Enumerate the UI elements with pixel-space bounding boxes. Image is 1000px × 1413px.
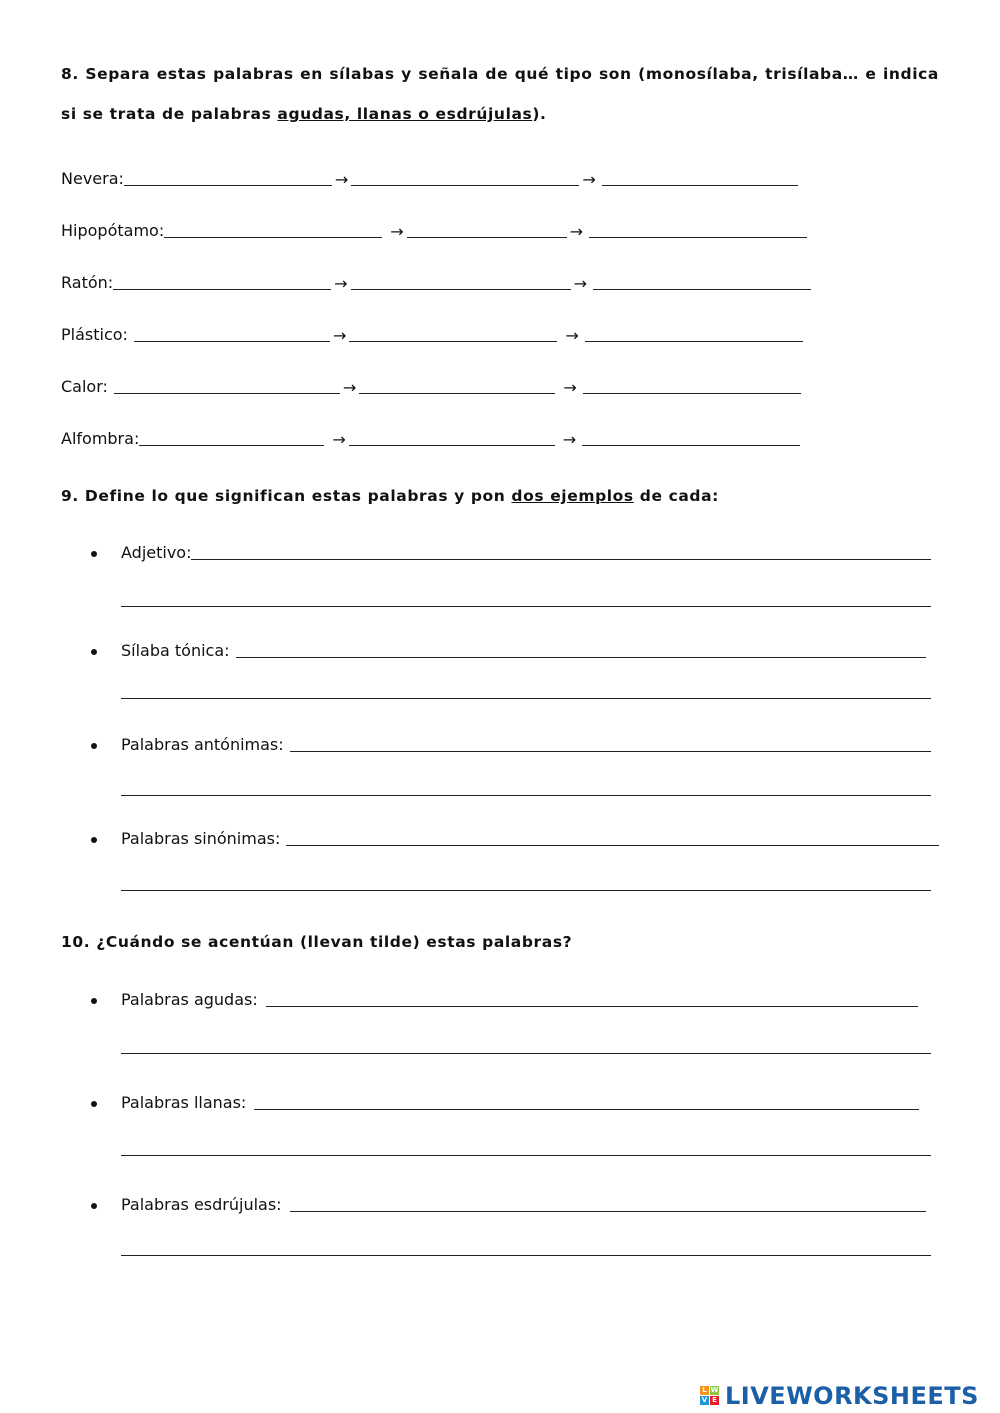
arrow-icon: → <box>573 274 587 293</box>
definition-row-antonimas <box>121 732 931 756</box>
word-label: Hipopótamo: <box>61 221 165 240</box>
answer-blank[interactable] <box>290 751 931 752</box>
answer-blank[interactable] <box>286 845 939 846</box>
definition-row-adjetivo <box>121 540 931 564</box>
arrow-icon: → <box>334 170 349 189</box>
question-9-text-end: de cada: <box>633 487 719 505</box>
answer-blank-syllables[interactable] <box>134 341 330 342</box>
answer-blank[interactable] <box>290 1211 926 1212</box>
question-9-heading <box>61 476 719 516</box>
logo-mark-letter: W <box>710 1386 719 1394</box>
syllable-row-raton <box>61 264 811 294</box>
answer-blank-syllables[interactable] <box>139 445 324 446</box>
definition-row-silaba-tonica <box>121 638 926 662</box>
accent-row-llanas <box>121 1090 919 1114</box>
accent-row-agudas <box>121 987 918 1011</box>
arrow-icon: → <box>334 274 348 293</box>
answer-blank-continuation[interactable] <box>121 1255 931 1256</box>
answer-blank-continuation[interactable] <box>121 698 931 699</box>
liveworksheets-logo-icon <box>700 1384 722 1408</box>
question-8-heading <box>61 54 939 134</box>
bullet-icon <box>91 649 97 655</box>
question-8-text: 8. Separa estas palabras en sílabas y señala de qué tipo son (monosílaba, trisílaba… e indica si se trata de palabras <box>61 65 939 123</box>
arrow-icon: → <box>342 378 357 397</box>
answer-blank-accent[interactable] <box>602 185 798 186</box>
syllable-row-calor <box>61 368 801 398</box>
logo-text: LIVEWORKSHEETS <box>725 1382 979 1410</box>
answer-blank-continuation[interactable] <box>121 606 931 607</box>
question-10-heading <box>61 922 572 962</box>
accent-row-esdrujulas <box>121 1192 926 1216</box>
bullet-icon <box>91 743 97 749</box>
answer-blank-syllables[interactable] <box>114 393 340 394</box>
accent-label: Palabras agudas: <box>121 990 258 1009</box>
answer-blank-type[interactable] <box>359 393 555 394</box>
arrow-icon: → <box>565 326 579 345</box>
syllable-row-alfombra <box>61 420 800 450</box>
word-label: Plástico: <box>61 325 128 344</box>
answer-blank-syllables[interactable] <box>113 289 331 290</box>
answer-blank-syllables[interactable] <box>124 185 332 186</box>
answer-blank-type[interactable] <box>351 289 571 290</box>
syllable-row-nevera <box>61 160 798 190</box>
answer-blank-syllables[interactable] <box>164 237 382 238</box>
logo-mark-letter: V <box>701 1396 708 1404</box>
word-label: Calor: <box>61 377 108 396</box>
arrow-icon: → <box>582 170 596 189</box>
answer-blank-type[interactable] <box>349 445 555 446</box>
accent-label: Palabras esdrújulas: <box>121 1195 282 1214</box>
answer-blank-continuation[interactable] <box>121 795 931 796</box>
question-9-text: 9. Define lo que significan estas palabras y pon <box>61 487 512 505</box>
logo-mark-letter: E <box>710 1396 719 1405</box>
arrow-icon: → <box>569 222 584 241</box>
accent-label: Palabras llanas: <box>121 1093 247 1112</box>
answer-blank-continuation[interactable] <box>121 1155 931 1156</box>
answer-blank-type[interactable] <box>349 341 557 342</box>
definition-row-sinonimas <box>121 826 939 850</box>
bullet-icon <box>91 998 97 1004</box>
bullet-icon <box>91 1101 97 1107</box>
definition-label: Sílaba tónica: <box>121 641 230 660</box>
answer-blank-accent[interactable] <box>593 289 811 290</box>
answer-blank-type[interactable] <box>351 185 579 186</box>
bullet-icon <box>91 551 97 557</box>
arrow-icon: → <box>563 378 577 397</box>
word-label: Alfombra: <box>61 429 140 448</box>
answer-blank-accent[interactable] <box>589 237 807 238</box>
syllable-row-plastico <box>61 316 803 346</box>
arrow-icon: → <box>332 430 346 449</box>
liveworksheets-logo <box>700 1382 979 1410</box>
definition-label: Palabras antónimas: <box>121 735 284 754</box>
answer-blank[interactable] <box>236 657 926 658</box>
definition-label: Palabras sinónimas: <box>121 829 281 848</box>
bullet-icon <box>91 837 97 843</box>
question-8-text-end: ). <box>532 105 547 123</box>
logo-mark-letter: L <box>700 1386 709 1395</box>
syllable-row-hipopotamo <box>61 212 807 242</box>
answer-blank-accent[interactable] <box>585 341 803 342</box>
answer-blank[interactable] <box>254 1109 919 1110</box>
question-10-text: 10. ¿Cuándo se acentúan (llevan tilde) estas palabras? <box>61 933 573 951</box>
arrow-icon: → <box>562 430 577 449</box>
answer-blank-accent[interactable] <box>583 393 801 394</box>
bullet-icon <box>91 1203 97 1209</box>
definition-label: Adjetivo: <box>121 543 192 562</box>
answer-blank-type[interactable] <box>407 237 567 238</box>
word-label: Nevera: <box>61 169 124 188</box>
arrow-icon: → <box>332 326 347 345</box>
answer-blank-continuation[interactable] <box>121 1053 931 1054</box>
answer-blank-continuation[interactable] <box>121 890 931 891</box>
answer-blank[interactable] <box>191 559 931 560</box>
question-8-underlined: agudas, llanas o esdrújulas <box>277 105 533 123</box>
arrow-icon: → <box>390 222 404 241</box>
answer-blank[interactable] <box>266 1006 918 1007</box>
word-label: Ratón: <box>61 273 114 292</box>
question-9-underlined: dos ejemplos <box>511 487 634 505</box>
answer-blank-accent[interactable] <box>582 445 800 446</box>
